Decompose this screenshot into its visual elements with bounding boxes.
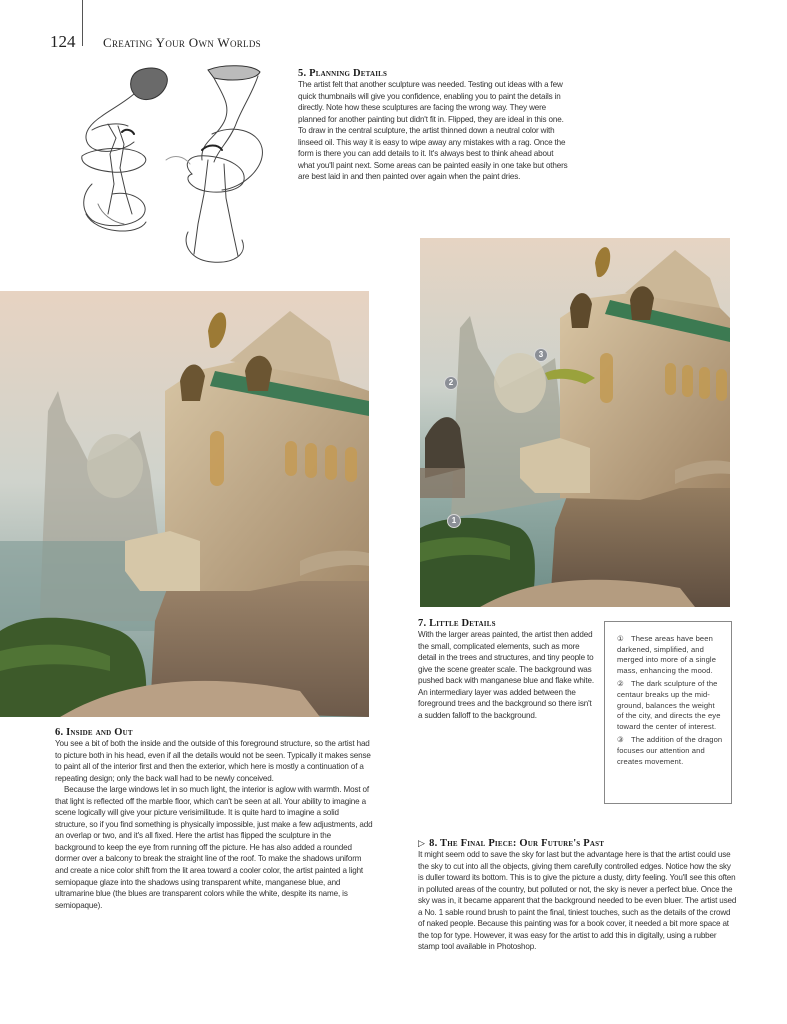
paragraph: The artist felt that another sculpture was needed. Testing out ideas with a few quick thumbnails will give you confidence, enabling you to paint the details in directly. Note how these sculptures are facing the wrong way. They were planned for another painting but didn't fit in. Flipped, they are ideal in this one. To draw in the central sculpture, the artist thinned down a neutral color with linseed oil. This way it is easy to wipe away any mistakes with a rag. Once the form is there you can add details to it. It's always best to think ahead about what you'll paint next. Some areas can be painted easily in one take but others are best laid in and then painted over again when the paint dries. xyxy=(298,80,568,182)
section-body xyxy=(298,79,568,183)
section-little-details xyxy=(418,618,596,721)
callout-number: ① xyxy=(617,634,624,643)
sculpture-sketches-image xyxy=(62,64,280,269)
section-heading: 5. Planning Details xyxy=(298,68,388,79)
paragraph: You see a bit of both the inside and the outside of this foreground structure, so the artist had to picture both in his head, even if all the details would not be seen. Typically it makes sense to paint all of the interior first and then the exterior, which here is mostly a continuation of a repeating design; only the back wall had to be newly conceived. xyxy=(55,739,371,783)
callout-text: The dark sculpture of the centaur breaks up the mid-ground, balances the weight of the city, and directs the eye toward the center of interest. xyxy=(617,679,721,731)
callout-item-3 xyxy=(617,735,723,767)
section-final-piece xyxy=(418,838,738,953)
running-title: Creating Your Own Worlds xyxy=(103,35,261,50)
section-inside-and-out xyxy=(55,727,373,911)
section-body xyxy=(418,629,596,721)
painting-little-details-image xyxy=(420,238,730,607)
sketch-drawing xyxy=(62,64,280,269)
page-number: 124 xyxy=(50,32,76,51)
section-planning-details xyxy=(298,68,568,183)
painting-illustration xyxy=(420,238,730,607)
section-heading: 7. Little Details xyxy=(418,618,496,629)
paragraph: With the larger areas painted, the artist then added the small, complicated elements, such as more detail in the trees and structures, and tiny people to give the scene greater scale. The background was pushed back with manganese blue and flake white. An intermediary layer was added between the foreground trees and the background so there isn't a sudden falloff to the background. xyxy=(418,630,594,720)
callout-marker-1: 1 xyxy=(447,514,461,528)
section-heading xyxy=(418,838,738,849)
callout-number: ③ xyxy=(617,735,624,745)
callout-text: These areas have been darkened, simplified, and merged into more of a single mass, enhancing the mood. xyxy=(617,634,717,675)
callout-marker-3: 3 xyxy=(534,348,548,362)
painting-illustration xyxy=(0,291,369,717)
section-heading-text: 8. The Final Piece: Our Future's Past xyxy=(429,838,605,849)
callout-number: ② xyxy=(617,679,624,689)
header-rule xyxy=(82,0,83,46)
section-body xyxy=(55,738,373,911)
callout-item-1 xyxy=(617,634,723,676)
triangle-marker-icon: ▷ xyxy=(418,838,426,848)
callout-item-2 xyxy=(617,679,723,732)
paragraph: Because the large windows let in so much light, the interior is aglow with warmth. Most of that light is reflected off the marble floor, which can't be seen at all. Your ability to imagine a scene logically will give your picture verisimilitude. It is quite hard to imagine a solid structure, so if you find something is physically impossible, just make a few adjustments, add an overlap or two, and it's all fixed. Here the artist has flipped the sculpture in the background to keep the eye from running off the picture. He has also added a rounded dormer over a balcony to break the straight line of the roof. To make the shadows uniform and create a nice color shift from the lit area toward a cooler color, the artist painted a light semiopaque glaze into the shadows using transparent white, manganese blue, and ultramarine blue (the blues are transparent colors while the white, despite its name, is semiopaque). xyxy=(55,785,373,910)
callout-marker-2: 2 xyxy=(444,376,458,390)
section-heading: 6. Inside and Out xyxy=(55,727,133,738)
painting-inside-and-out-image xyxy=(0,291,369,717)
section-body xyxy=(418,849,738,953)
callout-box xyxy=(604,621,732,804)
paragraph: It might seem odd to save the sky for last but the advantage here is that the artist could use the sky to cut into all the objects, giving them carefully controlled edges. Notice how the sky is duller toward its bottom. This is to give the picture a dusty, dirty feeling. You'll see this often in polluted areas of the country, but polluted or not, the sky is never a perfect blue. Once the sky was in, it became apparent that the background needed to be even bluer. The artist used a No. 1 sable round brush to paint the final, tiniest touches, such as the details of the crowd of naked people. Because this painting was for a book cover, it needed a bit more space at the top for type. However, it was easy for the artist to add this in digitally, using a rubber stamp tool available in Photoshop. xyxy=(418,850,737,952)
callout-text: The addition of the dragon focuses our attention and creates movement. xyxy=(617,735,723,766)
